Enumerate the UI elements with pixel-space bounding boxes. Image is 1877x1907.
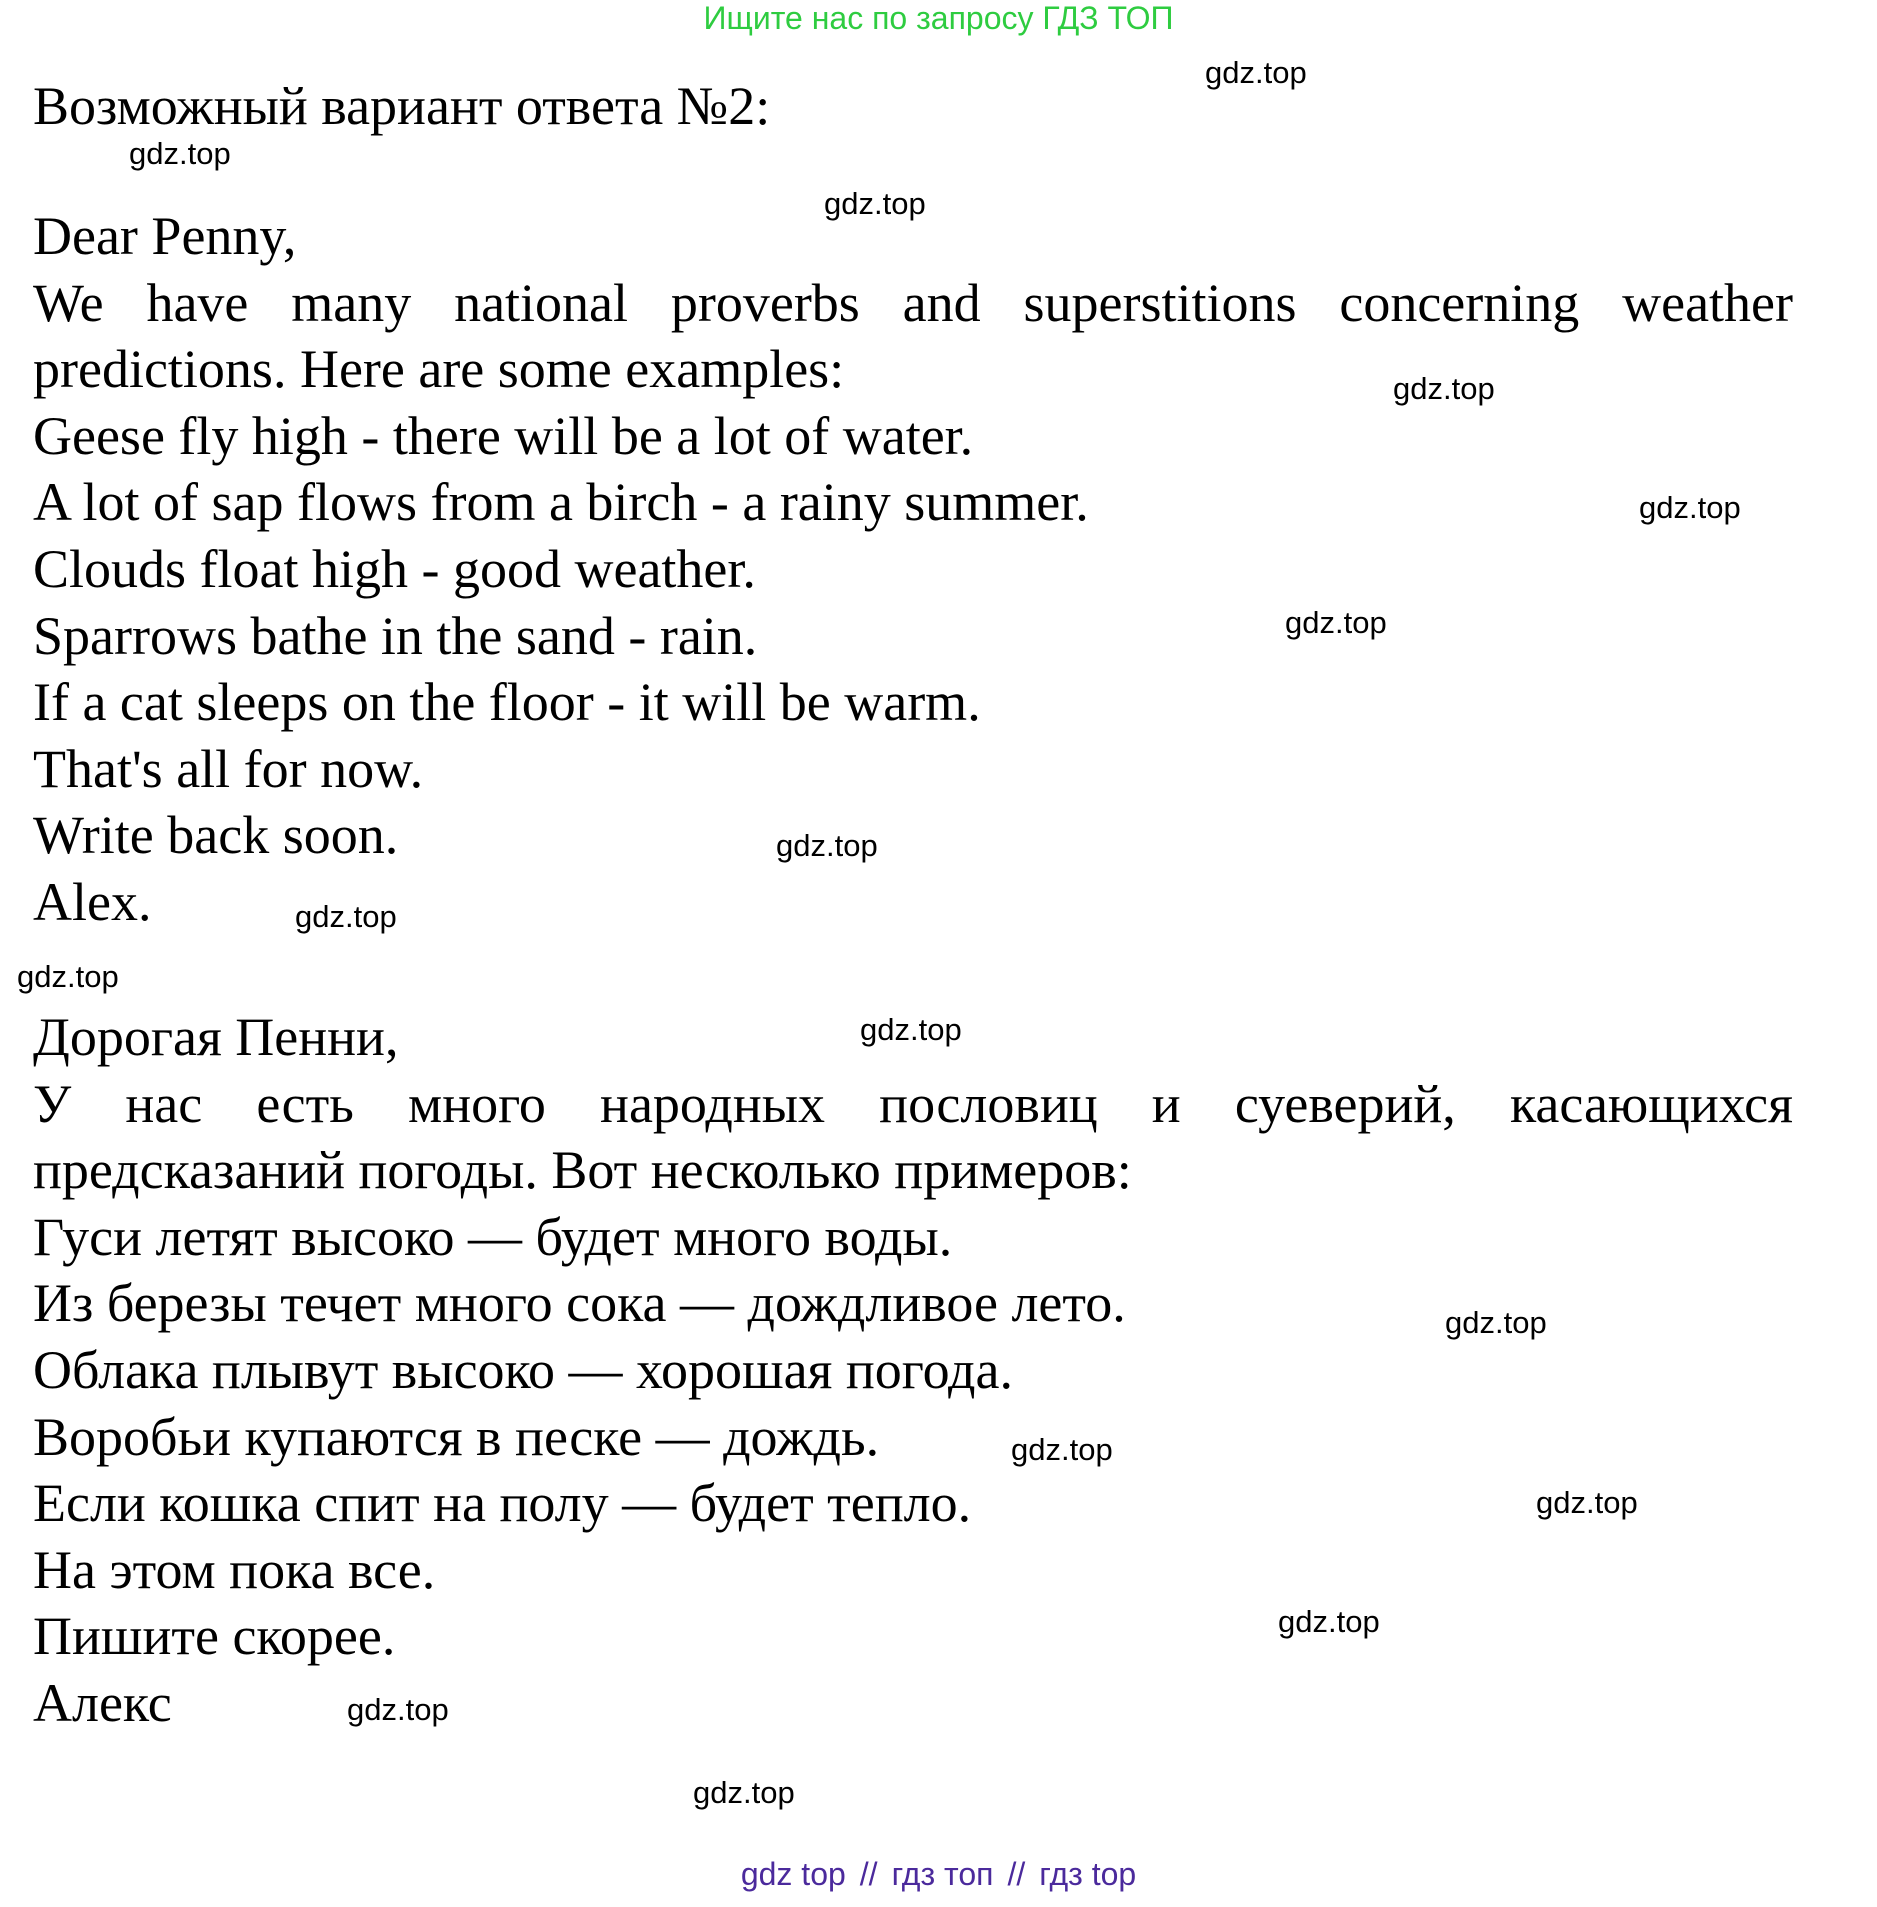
letter-line: Sparrows bathe in the sand - rain. [33, 605, 758, 666]
watermark: gdz.top [17, 959, 119, 994]
letter-signature: Alex. [33, 871, 152, 932]
letter-line: Geese fly high - there will be a lot of water. [33, 405, 974, 466]
letter-line: Write back soon. [33, 805, 399, 866]
watermark: gdz.top [776, 828, 878, 863]
watermark: gdz.top [1393, 371, 1495, 406]
letter-line: If a cat sleeps on the floor - it will be warm. [33, 672, 981, 733]
letter-line: A lot of sap flows from a birch - a rainy summer. [33, 472, 1089, 533]
letter-intro-line: predictions. Here are some examples: [33, 339, 845, 400]
letter-english [33, 203, 1793, 936]
letter-line: Гуси летят высоко — будет много воды. [33, 1206, 953, 1267]
letter-intro-line: У нас есть много народных пословиц и суеверий, касающихся [33, 1073, 1793, 1134]
letter-line: Облака плывут высоко — хорошая погода. [33, 1339, 1013, 1400]
watermark: gdz.top [1205, 55, 1307, 90]
page-title: Возможный вариант ответа №2: [33, 76, 771, 136]
footer-links [0, 1856, 1877, 1892]
watermark: gdz.top [1278, 1604, 1380, 1639]
letter-line: That's all for now. [33, 738, 424, 799]
letter-line: На этом пока все. [33, 1539, 436, 1600]
letter-intro-line: предсказаний погоды. Вот несколько примеров: [33, 1140, 1132, 1201]
watermark: gdz.top [295, 899, 397, 934]
watermark: gdz.top [1445, 1305, 1547, 1340]
watermark: gdz.top [347, 1692, 449, 1727]
letter-line: Воробьи купаются в песке — дождь. [33, 1406, 880, 1467]
letter-greeting: Dear Penny, [33, 206, 297, 266]
footer-link[interactable]: гдз топ [891, 1856, 994, 1892]
letter-intro-line: We have many national proverbs and superstitions concerning weather [33, 272, 1793, 333]
watermark: gdz.top [1536, 1485, 1638, 1520]
letter-line: Если кошка спит на полу — будет тепло. [33, 1473, 972, 1534]
letter-line: Clouds float high - good weather. [33, 538, 756, 599]
watermark: gdz.top [1639, 490, 1741, 525]
watermark: gdz.top [1011, 1432, 1113, 1467]
letter-line: Из березы течет много сока — дождливое лето. [33, 1273, 1126, 1334]
letter-signature: Алекс [33, 1672, 172, 1733]
footer-separator: // [859, 1856, 878, 1892]
watermark: gdz.top [693, 1775, 795, 1810]
footer-link[interactable]: gdz top [740, 1856, 846, 1892]
footer-link[interactable]: гдз top [1039, 1856, 1137, 1892]
top-banner[interactable]: Ищите нас по запросу ГДЗ ТОП [703, 0, 1174, 36]
watermark: gdz.top [1285, 605, 1387, 640]
letter-line: Пишите скорее. [33, 1606, 396, 1667]
letter-greeting: Дорогая Пенни, [33, 1007, 399, 1067]
footer-separator: // [1007, 1856, 1026, 1892]
letter-russian [33, 1004, 1793, 1737]
watermark: gdz.top [824, 186, 926, 221]
watermark: gdz.top [129, 136, 231, 171]
watermark: gdz.top [860, 1012, 962, 1047]
